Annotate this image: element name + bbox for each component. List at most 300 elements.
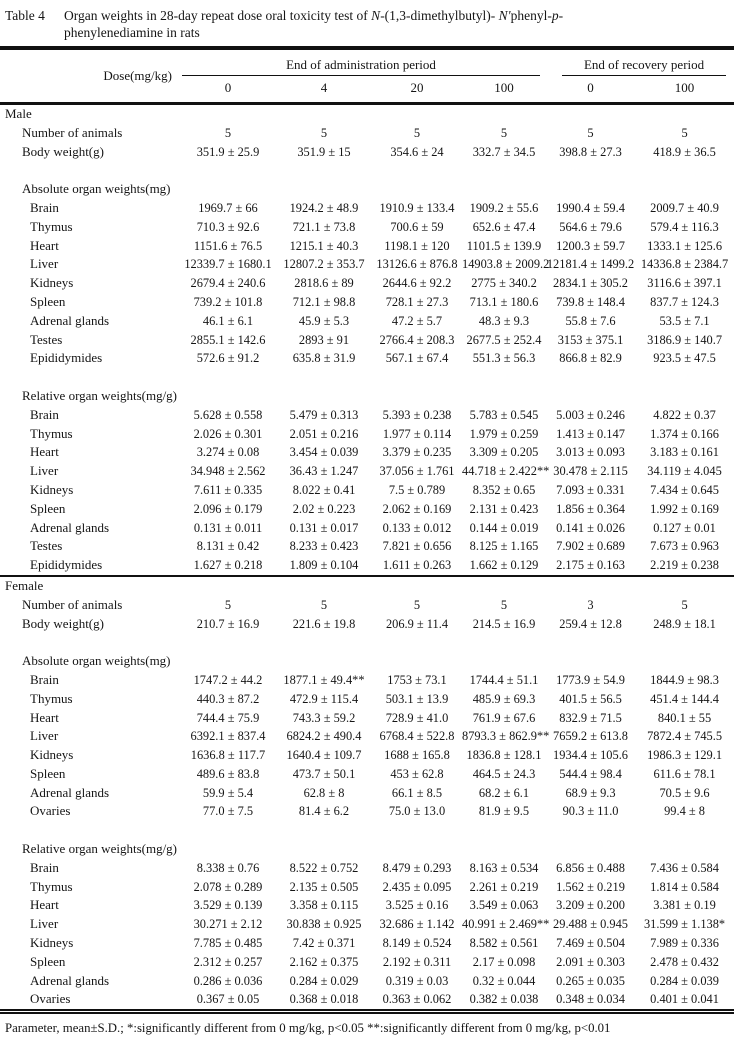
section-row	[0, 104, 734, 124]
table-caption	[0, 0, 734, 46]
value-cell: 3.183 ± 0.161	[650, 445, 719, 460]
table-row	[0, 124, 734, 143]
value-cell: 472.9 ± 115.4	[289, 691, 359, 706]
value-cell: 3.379 ± 0.235	[382, 445, 452, 460]
value-cell: 1151.6 ± 76.5	[193, 238, 263, 253]
value-cell: 68.2 ± 6.1	[478, 785, 530, 800]
value-cell: 3.209 ± 0.200	[556, 898, 625, 913]
row-group-label: Absolute organ weights(mg)	[22, 181, 171, 197]
value-cell: 31.599 ± 1.138*	[643, 917, 726, 932]
subhead-row	[0, 387, 734, 406]
value-cell: 837.7 ± 124.3	[650, 294, 719, 309]
table-row	[0, 556, 734, 576]
value-cell: 8.149 ± 0.524	[382, 936, 452, 951]
value-cell: 2.135 ± 0.505	[289, 879, 359, 894]
table-row	[0, 274, 734, 293]
value-cell: 5	[587, 125, 594, 140]
row-label: Brain	[30, 859, 59, 875]
dose-value: 0	[546, 76, 635, 104]
value-cell: 6768.4 ± 522.8	[379, 729, 455, 744]
value-cell: 2.17 ± 0.098	[472, 954, 536, 969]
value-cell: 3.381 ± 0.19	[653, 898, 716, 913]
value-cell: 5	[500, 597, 508, 612]
value-cell: 68.9 ± 9.3	[565, 785, 616, 800]
value-cell: 1.856 ± 0.364	[556, 501, 625, 516]
row-label: Spleen	[30, 765, 66, 781]
row-label: Spleen	[30, 293, 66, 309]
value-cell: 8.522 ± 0.752	[289, 860, 359, 875]
value-cell: 75.0 ± 13.0	[388, 804, 446, 819]
value-cell: 739.8 ± 148.4	[556, 294, 625, 309]
value-cell: 2.175 ± 0.163	[556, 558, 625, 573]
row-label: Liver	[30, 256, 59, 272]
row-label: Kidneys	[30, 275, 74, 291]
table-row	[0, 671, 734, 690]
value-cell: 7.5 ± 0.789	[388, 482, 446, 497]
value-cell: 440.3 ± 87.2	[196, 691, 260, 706]
table-row	[0, 237, 734, 256]
value-cell: 5.003 ± 0.246	[556, 407, 625, 422]
value-cell: 5	[500, 125, 508, 140]
table-row	[0, 972, 734, 991]
table-row	[0, 596, 734, 615]
value-cell: 332.7 ± 34.5	[472, 144, 536, 159]
value-cell: 12339.7 ± 1680.1	[184, 257, 272, 272]
value-cell: 44.718 ± 2.422**	[462, 464, 550, 479]
value-cell: 1.809 ± 0.104	[289, 558, 359, 573]
value-cell: 70.5 ± 9.6	[659, 785, 710, 800]
value-cell: 635.8 ± 31.9	[292, 351, 356, 366]
value-cell: 0.363 ± 0.062	[382, 992, 452, 1007]
row-group-label: Absolute organ weights(mg)	[22, 653, 171, 669]
value-cell: 7.469 ± 0.504	[556, 936, 625, 951]
value-cell: 2644.6 ± 92.2	[382, 276, 452, 291]
row-label: Kidneys	[30, 747, 74, 763]
row-label: Thymus	[30, 425, 73, 441]
row-label: Adrenal glands	[30, 784, 110, 800]
value-cell: 401.5 ± 56.5	[559, 691, 622, 706]
value-cell: 5	[224, 125, 232, 140]
value-cell: 48.3 ± 9.3	[478, 313, 530, 328]
value-cell: 12807.2 ± 353.7	[283, 257, 365, 272]
value-cell: 1986.3 ± 129.1	[647, 748, 723, 763]
value-cell: 1.992 ± 0.169	[650, 501, 719, 516]
value-cell: 453 ± 62.8	[390, 766, 444, 781]
value-cell: 81.9 ± 9.5	[478, 804, 530, 819]
row-label: Spleen	[30, 500, 66, 516]
value-cell: 1.413 ± 0.147	[556, 426, 625, 441]
row-group-label: Relative organ weights(mg/g)	[22, 841, 178, 857]
value-cell: 8.125 ± 1.165	[469, 539, 539, 554]
value-cell: 0.265 ± 0.035	[556, 973, 625, 988]
row-label: Kidneys	[30, 935, 74, 951]
value-cell: 567.1 ± 67.4	[385, 351, 449, 366]
row-label: Heart	[30, 237, 59, 253]
value-cell: 0.32 ± 0.044	[472, 973, 536, 988]
value-cell: 1990.4 ± 59.4	[556, 200, 625, 215]
value-cell: 90.3 ± 11.0	[562, 804, 619, 819]
value-cell: 37.056 ± 1.761	[379, 464, 455, 479]
dose-label-text: Dose(mg/kg)	[103, 68, 172, 83]
value-cell: 713.1 ± 180.6	[469, 294, 539, 309]
value-cell: 3	[587, 597, 594, 612]
value-cell: 2.062 ± 0.169	[382, 501, 452, 516]
value-cell: 1333.1 ± 125.6	[647, 238, 723, 253]
value-cell: 0.348 ± 0.034	[556, 992, 625, 1007]
table-row	[0, 312, 734, 331]
value-cell: 5.628 ± 0.558	[193, 407, 263, 422]
table-row	[0, 934, 734, 953]
row-label: Testes	[30, 331, 63, 347]
value-cell: 7.093 ± 0.331	[556, 482, 625, 497]
admin-period-header	[180, 48, 546, 76]
value-cell: 1969.7 ± 66	[198, 200, 258, 215]
value-cell: 1.979 ± 0.259	[469, 426, 539, 441]
row-label: Heart	[30, 897, 59, 913]
table-row	[0, 746, 734, 765]
value-cell: 840.1 ± 55	[657, 710, 712, 725]
value-cell: 1844.9 ± 98.3	[650, 672, 719, 687]
value-cell: 0.131 ± 0.011	[193, 520, 263, 535]
row-label: Number of animals	[22, 596, 123, 612]
value-cell: 1744.4 ± 51.1	[469, 672, 539, 687]
value-cell: 3186.9 ± 140.7	[647, 332, 723, 347]
value-cell: 14903.8 ± 2009.2	[462, 257, 550, 272]
value-cell: 8.163 ± 0.534	[469, 860, 539, 875]
row-label: Brain	[30, 199, 59, 215]
value-cell: 8.582 ± 0.561	[469, 936, 539, 951]
value-cell: 55.8 ± 7.6	[565, 313, 616, 328]
value-cell: 418.9 ± 36.5	[653, 144, 716, 159]
value-cell: 81.4 ± 6.2	[298, 804, 350, 819]
dose-label	[0, 48, 180, 104]
value-cell: 259.4 ± 12.8	[559, 616, 622, 631]
value-cell: 8.022 ± 0.41	[292, 482, 356, 497]
value-cell: 34.119 ± 4.045	[647, 464, 722, 479]
dose-value: 4	[276, 76, 372, 104]
value-cell: 712.1 ± 98.8	[292, 294, 356, 309]
row-label: Ovaries	[30, 991, 71, 1007]
value-cell: 47.2 ± 5.7	[391, 313, 443, 328]
value-cell: 6.856 ± 0.488	[556, 860, 625, 875]
value-cell: 5	[681, 597, 688, 612]
value-cell: 473.7 ± 50.1	[292, 766, 356, 781]
value-cell: 744.4 ± 75.9	[196, 710, 260, 725]
period-header-row	[0, 48, 734, 76]
value-cell: 3.309 ± 0.205	[469, 445, 539, 460]
value-cell: 579.4 ± 116.3	[650, 219, 719, 234]
table-row	[0, 537, 734, 556]
value-cell: 30.478 ± 2.115	[553, 464, 628, 479]
value-cell: 2855.1 ± 142.6	[190, 332, 266, 347]
spacer-row	[0, 368, 734, 387]
value-cell: 53.5 ± 7.1	[659, 313, 710, 328]
row-label: Liver	[30, 463, 59, 479]
value-cell: 1688 ± 165.8	[384, 748, 450, 763]
value-cell: 351.9 ± 15	[297, 144, 351, 159]
value-cell: 866.8 ± 82.9	[559, 351, 622, 366]
value-cell: 2.096 ± 0.179	[193, 501, 263, 516]
row-group-label: Relative organ weights(mg/g)	[22, 387, 178, 403]
value-cell: 485.9 ± 69.3	[472, 691, 536, 706]
row-label: Adrenal glands	[30, 972, 110, 988]
table-title-line: Organ weights in 28-day repeat dose oral toxicity test of N-(1,3-dimethylbutyl)- N'phenyl-p-	[64, 8, 564, 23]
value-cell: 0.401 ± 0.041	[650, 992, 719, 1007]
table-body	[0, 104, 734, 1012]
value-cell: 7.42 ± 0.371	[292, 936, 356, 951]
table-row	[0, 255, 734, 274]
value-cell: 8.338 ± 0.76	[196, 860, 260, 875]
value-cell: 5.393 ± 0.238	[382, 407, 452, 422]
row-label: Kidneys	[30, 481, 74, 497]
value-cell: 8.352 ± 0.65	[472, 482, 536, 497]
value-cell: 0.319 ± 0.03	[385, 973, 449, 988]
section-row	[0, 576, 734, 596]
value-cell: 1.611 ± 0.263	[382, 558, 452, 573]
value-cell: 3.274 ± 0.08	[196, 445, 260, 460]
value-cell: 1101.5 ± 139.9	[466, 238, 542, 253]
value-cell: 3.525 ± 0.16	[385, 898, 449, 913]
footnote: Parameter, mean±S.D.; *:significantly different from 0 mg/kg, p<0.05 **:significantly different from 0 mg/kg, p<0.01	[5, 1021, 611, 1036]
value-cell: 700.6 ± 59	[390, 219, 444, 234]
dose-value: 0	[180, 76, 276, 104]
value-cell: 0.286 ± 0.036	[193, 973, 263, 988]
value-cell: 7.989 ± 0.336	[650, 936, 719, 951]
admin-period-label: End of administration period	[182, 50, 540, 76]
value-cell: 12181.4 ± 1499.2	[546, 257, 635, 272]
value-cell: 2.192 ± 0.311	[382, 954, 452, 969]
value-cell: 1909.2 ± 55.6	[469, 200, 539, 215]
value-cell: 728.9 ± 41.0	[385, 710, 449, 725]
row-label: Body weight(g)	[22, 615, 104, 631]
table-row	[0, 802, 734, 821]
value-cell: 1.627 ± 0.218	[193, 558, 263, 573]
value-cell: 2.051 ± 0.216	[289, 426, 359, 441]
value-cell: 2818.6 ± 89	[294, 276, 354, 291]
value-cell: 710.3 ± 92.6	[196, 219, 260, 234]
value-cell: 3.454 ± 0.039	[289, 445, 359, 460]
value-cell: 7872.4 ± 745.5	[647, 729, 723, 744]
value-cell: 2009.7 ± 40.9	[650, 200, 719, 215]
value-cell: 36.43 ± 1.247	[289, 464, 359, 479]
value-cell: 7.785 ± 0.485	[193, 936, 263, 951]
value-cell: 62.8 ± 8	[303, 785, 345, 800]
value-cell: 7.821 ± 0.656	[382, 539, 452, 554]
section-label: Male	[5, 106, 32, 121]
value-cell: 5	[413, 597, 421, 612]
value-cell: 0.284 ± 0.039	[650, 973, 719, 988]
value-cell: 3116.6 ± 397.1	[647, 276, 722, 291]
value-cell: 7.902 ± 0.689	[556, 539, 625, 554]
value-cell: 7659.2 ± 613.8	[553, 729, 628, 744]
value-cell: 2.02 ± 0.223	[292, 501, 356, 516]
recovery-period-header	[546, 48, 734, 76]
recovery-period-label: End of recovery period	[562, 50, 726, 76]
value-cell: 206.9 ± 11.4	[385, 616, 449, 631]
subhead-row	[0, 652, 734, 671]
value-cell: 1636.8 ± 117.7	[190, 748, 266, 763]
row-label: Spleen	[30, 953, 66, 969]
value-cell: 30.838 ± 0.925	[286, 917, 362, 932]
value-cell: 7.611 ± 0.335	[193, 482, 263, 497]
table-row	[0, 990, 734, 1011]
table-row	[0, 878, 734, 897]
value-cell: 1836.8 ± 128.1	[466, 748, 542, 763]
table-row	[0, 443, 734, 462]
value-cell: 8793.3 ± 862.9**	[462, 729, 550, 744]
value-cell: 2.091 ± 0.303	[556, 954, 625, 969]
value-cell: 761.9 ± 67.6	[472, 710, 536, 725]
row-label: Ovaries	[30, 803, 71, 819]
table-row	[0, 727, 734, 746]
value-cell: 611.6 ± 78.1	[653, 766, 716, 781]
value-cell: 354.6 ± 24	[390, 144, 444, 159]
row-label: Adrenal glands	[30, 312, 110, 328]
row-label: Epididymides	[30, 557, 103, 573]
value-cell: 3.013 ± 0.093	[556, 445, 625, 460]
value-cell: 564.6 ± 79.6	[559, 219, 622, 234]
value-cell: 2679.4 ± 240.6	[190, 276, 266, 291]
row-label: Liver	[30, 916, 59, 932]
value-cell: 1.562 ± 0.219	[556, 879, 625, 894]
value-cell: 489.6 ± 83.8	[196, 766, 260, 781]
value-cell: 5	[224, 597, 232, 612]
row-label: Testes	[30, 538, 63, 554]
value-cell: 4.822 ± 0.37	[653, 407, 716, 422]
value-cell: 6824.2 ± 490.4	[286, 729, 362, 744]
value-cell: 34.948 ± 2.562	[190, 464, 266, 479]
value-cell: 572.6 ± 91.2	[196, 351, 260, 366]
table-row	[0, 462, 734, 481]
value-cell: 1924.2 ± 48.9	[289, 200, 359, 215]
table-row	[0, 765, 734, 784]
row-label: Brain	[30, 671, 59, 687]
row-label: Adrenal glands	[30, 519, 110, 535]
value-cell: 503.1 ± 13.9	[385, 691, 449, 706]
value-cell: 3.529 ± 0.139	[193, 898, 263, 913]
value-cell: 2766.4 ± 208.3	[379, 332, 455, 347]
value-cell: 5	[320, 597, 328, 612]
value-cell: 2.219 ± 0.238	[650, 558, 719, 573]
value-cell: 1640.4 ± 109.7	[286, 748, 362, 763]
table-row	[0, 896, 734, 915]
value-cell: 728.1 ± 27.3	[385, 294, 449, 309]
value-cell: 3153 ± 375.1	[557, 332, 624, 347]
value-cell: 29.488 ± 0.945	[553, 917, 628, 932]
value-cell: 214.5 ± 16.9	[472, 616, 536, 631]
row-label: Body weight(g)	[22, 143, 104, 159]
value-cell: 544.4 ± 98.4	[559, 766, 622, 781]
value-cell: 13126.6 ± 876.8	[376, 257, 458, 272]
value-cell: 5	[413, 125, 421, 140]
table-row	[0, 331, 734, 350]
value-cell: 8.131 ± 0.42	[196, 539, 260, 554]
value-cell: 8.479 ± 0.293	[382, 860, 452, 875]
value-cell: 0.127 ± 0.01	[653, 520, 716, 535]
table-row	[0, 349, 734, 368]
value-cell: 5	[320, 125, 328, 140]
dose-value: 100	[462, 76, 546, 104]
value-cell: 743.3 ± 59.2	[292, 710, 356, 725]
value-cell: 1200.3 ± 59.7	[556, 238, 625, 253]
value-cell: 32.686 ± 1.142	[379, 917, 455, 932]
dose-value: 20	[372, 76, 462, 104]
value-cell: 0.367 ± 0.05	[196, 992, 260, 1007]
value-cell: 2775 ± 340.2	[471, 276, 537, 291]
value-cell: 1747.2 ± 44.2	[193, 672, 263, 687]
value-cell: 0.131 ± 0.017	[289, 520, 359, 535]
value-cell: 221.6 ± 19.8	[292, 616, 356, 631]
value-cell: 2.162 ± 0.375	[289, 954, 359, 969]
value-cell: 0.144 ± 0.019	[469, 520, 539, 535]
value-cell: 464.5 ± 24.3	[472, 766, 536, 781]
table-header	[0, 48, 734, 104]
value-cell: 40.991 ± 2.469**	[462, 917, 550, 932]
table-row	[0, 500, 734, 519]
value-cell: 1753 ± 73.1	[387, 672, 447, 687]
value-cell: 0.141 ± 0.026	[556, 520, 625, 535]
value-cell: 7.673 ± 0.963	[650, 539, 719, 554]
value-cell: 398.8 ± 27.3	[559, 144, 622, 159]
value-cell: 1910.9 ± 133.4	[379, 200, 455, 215]
table-row	[0, 915, 734, 934]
subhead-row	[0, 840, 734, 859]
value-cell: 1.814 ± 0.584	[650, 879, 719, 894]
row-label: Epididymides	[30, 350, 103, 366]
table-row	[0, 481, 734, 500]
value-cell: 46.1 ± 6.1	[202, 313, 254, 328]
value-cell: 2.131 ± 0.423	[469, 501, 539, 516]
value-cell: 721.1 ± 73.8	[292, 219, 356, 234]
table-row	[0, 615, 734, 634]
spacer-row	[0, 633, 734, 652]
value-cell: 2.026 ± 0.301	[193, 426, 263, 441]
value-cell: 2677.5 ± 252.4	[466, 332, 542, 347]
value-cell: 5.479 ± 0.313	[289, 407, 359, 422]
spacer-row	[0, 161, 734, 180]
table-row	[0, 690, 734, 709]
row-label: Heart	[30, 709, 59, 725]
value-cell: 2.435 ± 0.095	[382, 879, 452, 894]
table-label: Table 4	[5, 8, 45, 23]
value-cell: 1198.1 ± 120	[384, 238, 450, 253]
table-row	[0, 709, 734, 728]
value-cell: 99.4 ± 8	[664, 804, 705, 819]
value-cell: 1215.1 ± 40.3	[289, 238, 359, 253]
value-cell: 1.662 ± 0.129	[469, 558, 539, 573]
dose-value: 100	[635, 76, 734, 104]
value-cell: 1934.4 ± 105.6	[553, 748, 628, 763]
table-title	[64, 7, 728, 41]
value-cell: 551.3 ± 56.3	[472, 351, 536, 366]
table-row	[0, 293, 734, 312]
value-cell: 351.9 ± 25.9	[196, 144, 260, 159]
table-row	[0, 425, 734, 444]
value-cell: 3.549 ± 0.063	[469, 898, 539, 913]
value-cell: 451.4 ± 144.4	[650, 691, 719, 706]
value-cell: 5.783 ± 0.545	[469, 407, 539, 422]
value-cell: 7.434 ± 0.645	[650, 482, 719, 497]
table-row	[0, 406, 734, 425]
table-row	[0, 199, 734, 218]
value-cell: 6392.1 ± 837.4	[190, 729, 266, 744]
row-label: Thymus	[30, 878, 73, 894]
value-cell: 0.284 ± 0.029	[289, 973, 359, 988]
value-cell: 1.977 ± 0.114	[382, 426, 452, 441]
value-cell: 210.7 ± 16.9	[196, 616, 260, 631]
value-cell: 3.358 ± 0.115	[289, 898, 359, 913]
value-cell: 1.374 ± 0.166	[650, 426, 719, 441]
